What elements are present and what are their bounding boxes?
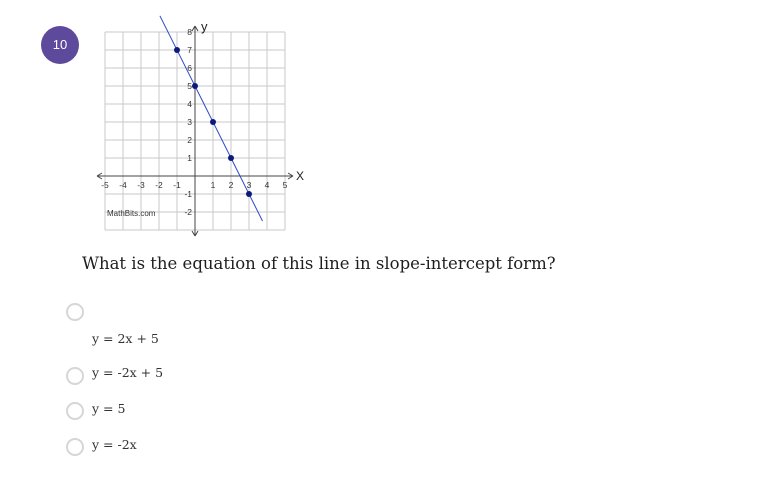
line-point [228,155,234,161]
x-tick-label: 2 [228,180,234,190]
y-tick-label: -1 [184,189,192,199]
y-axis-label: y [201,19,208,34]
question-text: What is the equation of this line in slope-intercept form? [82,254,556,273]
x-tick-label: -4 [119,180,127,190]
y-tick-label: 3 [187,117,192,127]
x-tick-label: -1 [173,180,181,190]
option-4-label[interactable]: y = -2x [92,437,137,452]
y-tick-label: 4 [187,99,192,109]
line-point [210,119,216,125]
line-point [192,83,198,89]
graph-svg [90,19,310,246]
y-tick-label: 6 [187,63,192,73]
y-tick-label: 5 [187,81,192,91]
x-axis-label: X [296,169,305,183]
option-2-label[interactable]: y = -2x + 5 [92,365,164,380]
line-point [246,191,252,197]
mathbits-watermark: MathBits.com [107,209,156,218]
coordinate-graph [90,19,310,246]
question-number-badge: 10 [41,26,79,64]
line-point [174,47,180,53]
option-1-radio[interactable] [66,303,84,321]
x-tick-label: -5 [101,180,109,190]
y-tick-label: 2 [187,135,192,145]
option-3-label[interactable]: y = 5 [92,401,126,416]
y-tick-label: 1 [187,153,192,163]
y-tick-label: 7 [187,45,192,55]
option-2-radio[interactable] [66,367,84,385]
y-tick-label: -2 [184,207,192,217]
y-tick-label: 8 [187,27,192,37]
option-4-radio[interactable] [66,438,84,456]
x-tick-label: -3 [137,180,145,190]
x-tick-label: 1 [210,180,216,190]
x-tick-label: -2 [155,180,163,190]
graph-line [160,16,263,221]
x-tick-label: 3 [246,180,252,190]
option-3-radio[interactable] [66,402,84,420]
option-1-label[interactable]: y = 2x + 5 [92,331,159,346]
x-tick-label: 5 [282,180,288,190]
x-tick-label: 4 [264,180,270,190]
